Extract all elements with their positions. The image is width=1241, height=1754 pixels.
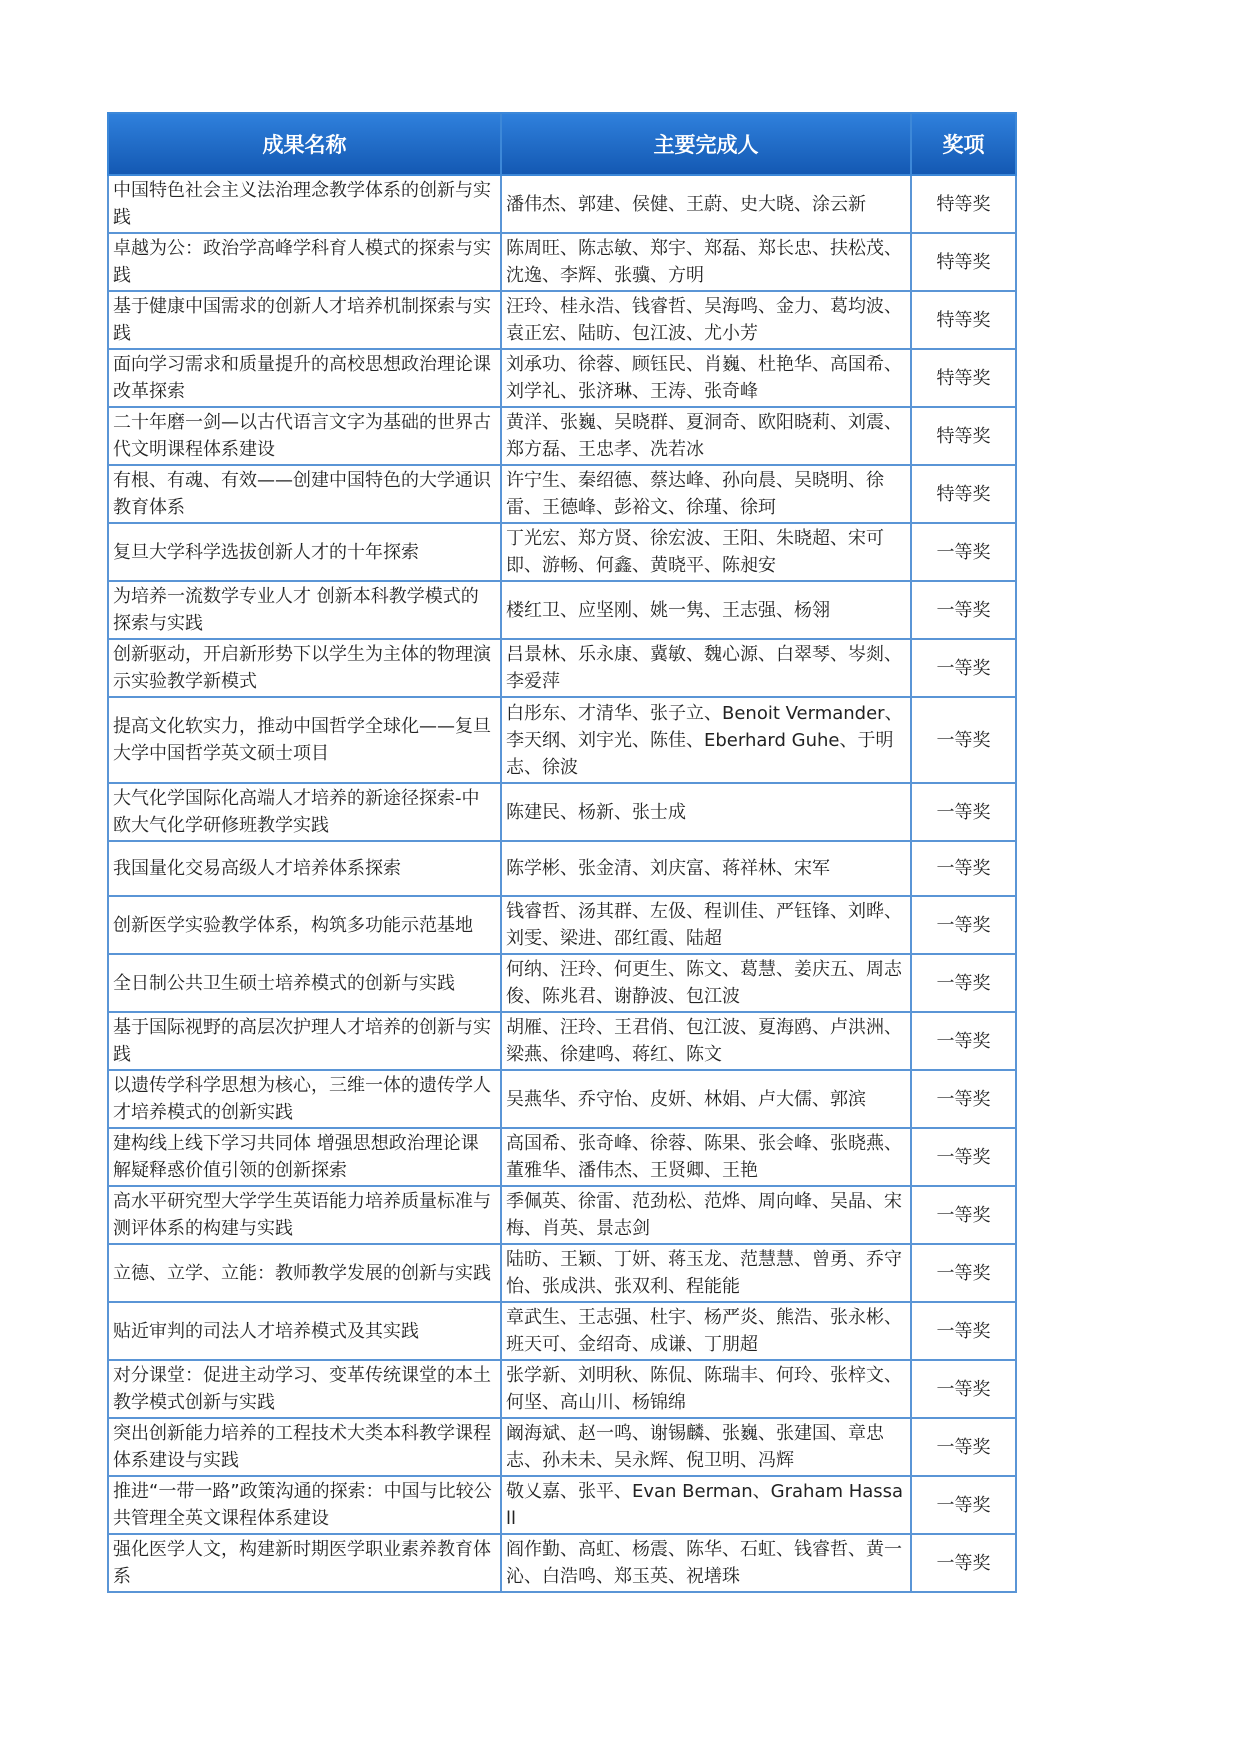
cell-people: 高国希、张奇峰、徐蓉、陈果、张会峰、张晓燕、董雅华、潘伟杰、王贤卿、王艳 <box>501 1128 911 1186</box>
cell-name: 二十年磨一剑—以古代语言文字为基础的世界古代文明课程体系建设 <box>108 407 501 465</box>
cell-name: 建构线上线下学习共同体 增强思想政治理论课解疑释惑价值引领的创新探索 <box>108 1128 501 1186</box>
cell-award: 一等奖 <box>911 1418 1016 1476</box>
cell-people: 钱睿哲、汤其群、左伋、程训佳、严钰锋、刘晔、刘雯、梁进、邵红霞、陆超 <box>501 896 911 954</box>
cell-people: 陆昉、王颖、丁妍、蒋玉龙、范慧慧、曾勇、乔守怡、张成洪、张双利、程能能 <box>501 1244 911 1302</box>
table-row <box>108 1360 1016 1418</box>
cell-award: 一等奖 <box>911 1244 1016 1302</box>
cell-name: 我国量化交易高级人才培养体系探索 <box>108 841 501 896</box>
cell-name: 基于国际视野的高层次护理人才培养的创新与实践 <box>108 1012 501 1070</box>
cell-people: 白彤东、才清华、张子立、Benoit Vermander、李天纲、刘宇光、陈佳、Eberhard Guhe、于明志、徐波 <box>501 697 911 783</box>
table-row <box>108 581 1016 639</box>
cell-people: 许宁生、秦绍德、蔡达峰、孙向晨、吴晓明、徐雷、王德峰、彭裕文、徐瑾、徐珂 <box>501 465 911 523</box>
cell-people: 陈学彬、张金清、刘庆富、蒋祥林、宋军 <box>501 841 911 896</box>
cell-name: 有根、有魂、有效——创建中国特色的大学通识教育体系 <box>108 465 501 523</box>
table-row <box>108 896 1016 954</box>
table-row <box>108 1476 1016 1534</box>
table-row <box>108 523 1016 581</box>
cell-award: 一等奖 <box>911 1302 1016 1360</box>
cell-award: 一等奖 <box>911 896 1016 954</box>
cell-award: 一等奖 <box>911 1186 1016 1244</box>
cell-award: 一等奖 <box>911 841 1016 896</box>
cell-name: 强化医学人文，构建新时期医学职业素养教育体系 <box>108 1534 501 1592</box>
table-row <box>108 1070 1016 1128</box>
cell-name: 全日制公共卫生硕士培养模式的创新与实践 <box>108 954 501 1012</box>
cell-people: 陈建民、杨新、张士成 <box>501 783 911 841</box>
header-award: 奖项 <box>911 113 1016 175</box>
cell-award: 一等奖 <box>911 783 1016 841</box>
cell-people: 陈周旺、陈志敏、郑宇、郑磊、郑长忠、扶松茂、沈逸、李辉、张骥、方明 <box>501 233 911 291</box>
cell-people: 楼红卫、应坚刚、姚一隽、王志强、杨翎 <box>501 581 911 639</box>
cell-award: 特等奖 <box>911 407 1016 465</box>
table-row <box>108 465 1016 523</box>
cell-award: 一等奖 <box>911 1012 1016 1070</box>
cell-people: 胡雁、汪玲、王君俏、包江波、夏海鸥、卢洪洲、梁燕、徐建鸣、蒋红、陈文 <box>501 1012 911 1070</box>
cell-name: 突出创新能力培养的工程技术大类本科教学课程体系建设与实践 <box>108 1418 501 1476</box>
cell-name: 为培养一流数学专业人才 创新本科教学模式的探索与实践 <box>108 581 501 639</box>
cell-award: 一等奖 <box>911 639 1016 697</box>
cell-award: 一等奖 <box>911 1070 1016 1128</box>
cell-people: 季佩英、徐雷、范劲松、范烨、周向峰、吴晶、宋梅、肖英、景志剑 <box>501 1186 911 1244</box>
cell-award: 一等奖 <box>911 1534 1016 1592</box>
table-row <box>108 1302 1016 1360</box>
cell-award: 特等奖 <box>911 175 1016 233</box>
cell-people: 阚海斌、赵一鸣、谢锡麟、张巍、张建国、章忠志、孙未未、吴永辉、倪卫明、冯辉 <box>501 1418 911 1476</box>
table-row <box>108 954 1016 1012</box>
table-row <box>108 291 1016 349</box>
table-row <box>108 1534 1016 1592</box>
cell-award: 特等奖 <box>911 465 1016 523</box>
header-name: 成果名称 <box>108 113 501 175</box>
cell-award: 一等奖 <box>911 954 1016 1012</box>
table-row <box>108 1128 1016 1186</box>
table-row <box>108 175 1016 233</box>
table-row <box>108 1418 1016 1476</box>
table-row <box>108 349 1016 407</box>
cell-people: 黄洋、张巍、吴晓群、夏洞奇、欧阳晓莉、刘震、郑方磊、王忠孝、冼若冰 <box>501 407 911 465</box>
cell-people: 阎作勤、高虹、杨震、陈华、石虹、钱睿哲、黄一沁、白浩鸣、郑玉英、祝墡珠 <box>501 1534 911 1592</box>
cell-name: 立德、立学、立能：教师教学发展的创新与实践 <box>108 1244 501 1302</box>
table-row <box>108 1244 1016 1302</box>
cell-award: 一等奖 <box>911 1360 1016 1418</box>
cell-people: 章武生、王志强、杜宇、杨严炎、熊浩、张永彬、班天可、金绍奇、成谦、丁朋超 <box>501 1302 911 1360</box>
cell-award: 一等奖 <box>911 1476 1016 1534</box>
cell-people: 敬乂嘉、张平、Evan Berman、Graham Hassall <box>501 1476 911 1534</box>
cell-name: 以遗传学科学思想为核心，三维一体的遗传学人才培养模式的创新实践 <box>108 1070 501 1128</box>
awards-table <box>107 112 1017 1593</box>
cell-name: 贴近审判的司法人才培养模式及其实践 <box>108 1302 501 1360</box>
cell-award: 一等奖 <box>911 581 1016 639</box>
cell-people: 何纳、汪玲、何更生、陈文、葛慧、姜庆五、周志俊、陈兆君、谢静波、包江波 <box>501 954 911 1012</box>
cell-award: 特等奖 <box>911 349 1016 407</box>
cell-name: 卓越为公：政治学高峰学科育人模式的探索与实践 <box>108 233 501 291</box>
cell-name: 面向学习需求和质量提升的高校思想政治理论课改革探索 <box>108 349 501 407</box>
table-row <box>108 697 1016 783</box>
cell-name: 推进“一带一路”政策沟通的探索：中国与比较公共管理全英文课程体系建设 <box>108 1476 501 1534</box>
cell-name: 高水平研究型大学学生英语能力培养质量标准与测评体系的构建与实践 <box>108 1186 501 1244</box>
cell-name: 大气化学国际化高端人才培养的新途径探索-中欧大气化学研修班教学实践 <box>108 783 501 841</box>
table-row <box>108 1012 1016 1070</box>
cell-people: 吕景林、乐永康、冀敏、魏心源、白翠琴、岑剡、李爱萍 <box>501 639 911 697</box>
table-row <box>108 639 1016 697</box>
table-row <box>108 407 1016 465</box>
cell-award: 特等奖 <box>911 233 1016 291</box>
cell-people: 刘承功、徐蓉、顾钰民、肖巍、杜艳华、高国希、刘学礼、张济琳、王涛、张奇峰 <box>501 349 911 407</box>
table-row <box>108 783 1016 841</box>
header-row <box>108 113 1016 175</box>
cell-people: 潘伟杰、郭建、侯健、王蔚、史大晓、涂云新 <box>501 175 911 233</box>
cell-name: 创新医学实验教学体系，构筑多功能示范基地 <box>108 896 501 954</box>
cell-name: 复旦大学科学选拔创新人才的十年探索 <box>108 523 501 581</box>
header-people: 主要完成人 <box>501 113 911 175</box>
cell-award: 一等奖 <box>911 1128 1016 1186</box>
table-row <box>108 233 1016 291</box>
cell-people: 丁光宏、郑方贤、徐宏波、王阳、朱晓超、宋可即、游畅、何鑫、黄晓平、陈昶安 <box>501 523 911 581</box>
cell-people: 张学新、刘明秋、陈侃、陈瑞丰、何玲、张梓文、何坚、高山川、杨锦绵 <box>501 1360 911 1418</box>
cell-name: 中国特色社会主义法治理念教学体系的创新与实践 <box>108 175 501 233</box>
cell-award: 一等奖 <box>911 523 1016 581</box>
table-row <box>108 841 1016 896</box>
cell-name: 基于健康中国需求的创新人才培养机制探索与实践 <box>108 291 501 349</box>
cell-name: 创新驱动，开启新形势下以学生为主体的物理演示实验教学新模式 <box>108 639 501 697</box>
cell-name: 提高文化软实力，推动中国哲学全球化——复旦大学中国哲学英文硕士项目 <box>108 697 501 783</box>
cell-award: 特等奖 <box>911 291 1016 349</box>
table-body <box>108 175 1016 1592</box>
table-row <box>108 1186 1016 1244</box>
cell-award: 一等奖 <box>911 697 1016 783</box>
cell-people: 汪玲、桂永浩、钱睿哲、吴海鸣、金力、葛均波、袁正宏、陆昉、包江波、尤小芳 <box>501 291 911 349</box>
cell-people: 吴燕华、乔守怡、皮妍、林娟、卢大儒、郭滨 <box>501 1070 911 1128</box>
cell-name: 对分课堂：促进主动学习、变革传统课堂的本土教学模式创新与实践 <box>108 1360 501 1418</box>
